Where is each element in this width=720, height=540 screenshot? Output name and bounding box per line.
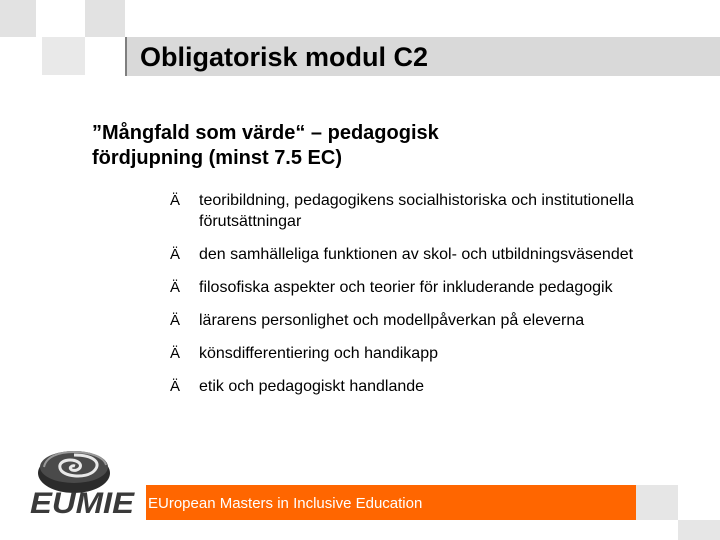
footer-text: EUropean Masters in Inclusive Education <box>148 495 423 512</box>
bullet-text: könsdifferentiering och handikapp <box>199 345 438 362</box>
list-item <box>170 310 690 331</box>
bullet-glyph: Ä <box>170 345 181 362</box>
bullet-text: filosofiska aspekter och teorier för inkluderande pedagogik <box>199 279 613 296</box>
list-item <box>170 244 690 265</box>
list-item <box>170 343 690 364</box>
slide-subtitle: ”Mångfald som värde“ – pedagogisk fördjupning (minst 7.5 EC) <box>92 122 439 169</box>
decor-square <box>0 0 36 37</box>
decor-square <box>42 37 85 75</box>
bullet-list <box>170 190 690 397</box>
bullet-text: den samhälleliga funktionen av skol- och utbildningsväsendet <box>199 246 634 263</box>
bullet-text: etik och pedagogiskt handlande <box>199 378 425 395</box>
list-item <box>170 376 690 397</box>
bullet-text: lärarens personlighet och modellpåverkan på eleverna <box>199 312 585 329</box>
bullet-glyph: Ä <box>170 378 181 395</box>
bullet-glyph: Ä <box>170 279 181 296</box>
bullet-glyph: Ä <box>170 192 181 209</box>
list-item <box>170 277 690 298</box>
decor-square <box>85 0 125 37</box>
logo-wordmark: EUMIE <box>30 487 136 519</box>
list-item <box>170 190 690 232</box>
bullet-glyph: Ä <box>170 246 181 263</box>
slide-title: Obligatorisk modul C2 <box>140 42 429 72</box>
decor-square <box>636 485 678 520</box>
bullet-text: teoribildning, pedagogikens socialhistoriska och institutionella förutsättningar <box>199 192 634 230</box>
bullet-glyph: Ä <box>170 312 181 329</box>
eumie-logo <box>28 447 138 519</box>
decor-square <box>678 520 720 540</box>
